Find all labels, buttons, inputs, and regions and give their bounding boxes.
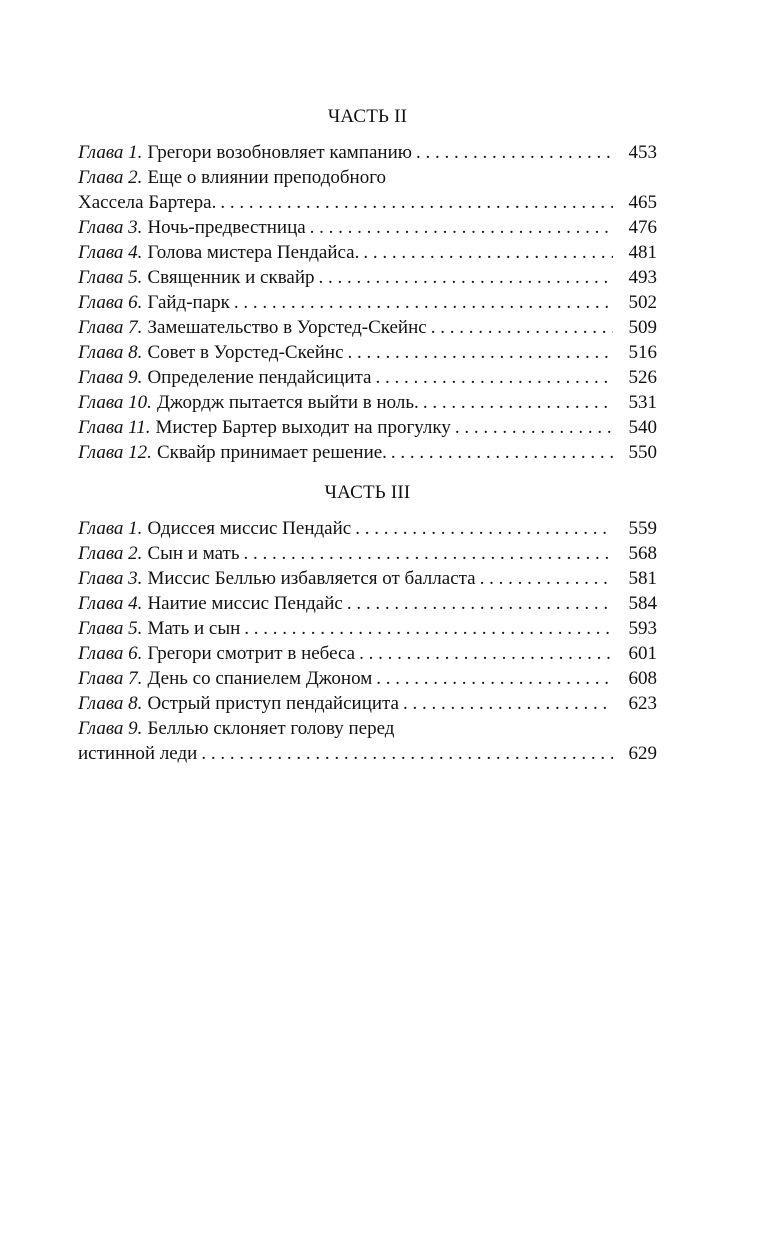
page-number: 568 xyxy=(628,543,657,564)
toc-entry-line xyxy=(78,265,657,290)
chapter-title: Голова мистера Пендайса. xyxy=(147,242,360,263)
toc-entry-line xyxy=(78,390,657,415)
dot-leader xyxy=(455,415,613,440)
page-number: 629 xyxy=(628,743,657,764)
chapter-title: Ночь-предвестница xyxy=(147,217,306,238)
page-number: 531 xyxy=(628,392,657,413)
chapter-label: Глава 4. xyxy=(78,242,143,263)
page-number: 465 xyxy=(628,192,657,213)
page-number: 476 xyxy=(628,217,657,238)
chapter-title: Замешательство в Уорстед-Скейнс xyxy=(147,317,427,338)
page-number: 509 xyxy=(628,317,657,338)
page-number: 608 xyxy=(628,668,657,689)
chapter-title: Миссис Беллью избавляется от балласта xyxy=(147,568,476,589)
dot-leader xyxy=(431,315,613,340)
chapter-title: День со спаниелем Джоном xyxy=(147,668,373,689)
toc-entry-line xyxy=(78,140,657,165)
toc-entry-line xyxy=(78,190,657,215)
page-number: 502 xyxy=(628,292,657,313)
toc-entry-line xyxy=(78,215,657,240)
chapter-label: Глава 11. xyxy=(78,417,151,438)
toc-entry-line xyxy=(78,566,657,591)
page-number: 453 xyxy=(628,142,657,163)
toc-entry-line xyxy=(78,340,657,365)
dot-leader xyxy=(347,591,613,616)
page-number: 581 xyxy=(628,568,657,589)
chapter-label: Глава 8. xyxy=(78,342,143,363)
chapter-label: Глава 2. xyxy=(78,167,143,188)
toc-entry[interactable] xyxy=(78,315,657,340)
dot-leader xyxy=(310,215,613,240)
dot-leader xyxy=(423,390,613,415)
toc-entry[interactable] xyxy=(78,165,657,215)
chapter-label: Глава 5. xyxy=(78,618,143,639)
toc-entry-line xyxy=(78,716,657,741)
toc-entry[interactable] xyxy=(78,666,657,691)
chapter-label: Глава 3. xyxy=(78,568,143,589)
toc-entry[interactable] xyxy=(78,516,657,541)
chapter-label: Глава 4. xyxy=(78,593,143,614)
toc-entry[interactable] xyxy=(78,716,657,766)
page-number: 481 xyxy=(628,242,657,263)
chapter-label: Глава 1. xyxy=(78,142,143,163)
dot-leader xyxy=(244,541,613,566)
toc-entry[interactable] xyxy=(78,440,657,465)
page-number: 540 xyxy=(628,417,657,438)
chapter-title: Мать и сын xyxy=(147,618,241,639)
toc-entry-line xyxy=(78,240,657,265)
chapter-title: Наитие миссис Пендайс xyxy=(147,593,343,614)
chapter-label: Глава 3. xyxy=(78,217,143,238)
toc-entry-line xyxy=(78,541,657,566)
chapter-title: Сквайр принимает решение. xyxy=(156,442,387,463)
toc-entry[interactable] xyxy=(78,290,657,315)
toc-entry[interactable] xyxy=(78,541,657,566)
toc-entry[interactable] xyxy=(78,140,657,165)
chapter-label: Глава 9. xyxy=(78,718,143,739)
chapter-label: Глава 7. xyxy=(78,668,143,689)
dot-leader xyxy=(359,641,613,666)
dot-leader xyxy=(403,691,613,716)
page-number: 550 xyxy=(628,442,657,463)
toc-entry-line xyxy=(78,290,657,315)
chapter-title: Определение пендайсицита xyxy=(147,367,372,388)
dot-leader xyxy=(416,140,613,165)
dot-leader xyxy=(391,440,613,465)
toc-entry-line xyxy=(78,516,657,541)
dot-leader xyxy=(376,365,614,390)
toc-entry[interactable] xyxy=(78,641,657,666)
dot-leader xyxy=(363,240,613,265)
toc-entry-line xyxy=(78,591,657,616)
page-number: 623 xyxy=(628,693,657,714)
chapter-title: Совет в Уорстед-Скейнс xyxy=(147,342,344,363)
table-of-contents xyxy=(78,104,657,766)
toc-entry-line xyxy=(78,415,657,440)
toc-entry-line xyxy=(78,641,657,666)
chapter-title: Мистер Бартер выходит на прогулку xyxy=(155,417,451,438)
chapter-label: Глава 10. xyxy=(78,392,152,413)
dot-leader xyxy=(220,190,613,215)
chapter-label: Глава 6. xyxy=(78,643,143,664)
page-number: 516 xyxy=(628,342,657,363)
chapter-title: Беллью склоняет голову перед xyxy=(147,718,395,739)
dot-leader xyxy=(234,290,613,315)
toc-entry[interactable] xyxy=(78,616,657,641)
chapter-label: Глава 9. xyxy=(78,367,143,388)
chapter-title: Гайд-парк xyxy=(147,292,230,313)
toc-entry[interactable] xyxy=(78,365,657,390)
chapter-label: Глава 8. xyxy=(78,693,143,714)
toc-part xyxy=(78,104,657,465)
toc-entry-line xyxy=(78,440,657,465)
toc-entry[interactable] xyxy=(78,415,657,440)
part-heading: ЧАСТЬ III xyxy=(324,482,411,503)
toc-entry[interactable] xyxy=(78,390,657,415)
page-number: 584 xyxy=(628,593,657,614)
toc-entry-line xyxy=(78,691,657,716)
chapter-label: Глава 12. xyxy=(78,442,152,463)
chapter-title: Грегори смотрит в небеса xyxy=(147,643,356,664)
page-number: 593 xyxy=(628,618,657,639)
toc-entry[interactable] xyxy=(78,215,657,240)
toc-entry[interactable] xyxy=(78,265,657,290)
toc-entry-line xyxy=(78,165,657,190)
toc-entry[interactable] xyxy=(78,340,657,365)
toc-entry-line xyxy=(78,741,657,766)
toc-entry[interactable] xyxy=(78,591,657,616)
dot-leader xyxy=(348,340,613,365)
part-heading: ЧАСТЬ II xyxy=(327,106,408,127)
chapter-title: Еще о влиянии преподобного xyxy=(147,167,387,188)
chapter-title: Острый приступ пендайсицита xyxy=(147,693,399,714)
chapter-title-continued: истинной леди xyxy=(78,743,198,764)
toc-entry[interactable] xyxy=(78,691,657,716)
chapter-title: Грегори возобновляет кампанию xyxy=(147,142,412,163)
toc-part xyxy=(78,480,657,766)
chapter-label: Глава 6. xyxy=(78,292,143,313)
page-number: 559 xyxy=(628,518,657,539)
chapter-title: Священник и сквайр xyxy=(147,267,315,288)
dot-leader xyxy=(376,666,613,691)
toc-entry-line xyxy=(78,315,657,340)
toc-entry[interactable] xyxy=(78,240,657,265)
chapter-label: Глава 7. xyxy=(78,317,143,338)
chapter-title-continued: Хассела Бартера. xyxy=(78,192,217,213)
page-number: 526 xyxy=(628,367,657,388)
page-number: 601 xyxy=(628,643,657,664)
chapter-title: Джордж пытается выйти в ноль. xyxy=(156,392,419,413)
chapter-title: Сын и мать xyxy=(147,543,240,564)
toc-entry[interactable] xyxy=(78,566,657,591)
chapter-label: Глава 2. xyxy=(78,543,143,564)
dot-leader xyxy=(480,566,613,591)
dot-leader xyxy=(355,516,613,541)
chapter-label: Глава 1. xyxy=(78,518,143,539)
toc-entry-line xyxy=(78,666,657,691)
dot-leader xyxy=(319,265,613,290)
dot-leader xyxy=(244,616,613,641)
page-number: 493 xyxy=(628,267,657,288)
chapter-label: Глава 5. xyxy=(78,267,143,288)
toc-entry-line xyxy=(78,616,657,641)
dot-leader xyxy=(201,741,613,766)
chapter-title: Одиссея миссис Пендайс xyxy=(147,518,352,539)
toc-entry-line xyxy=(78,365,657,390)
